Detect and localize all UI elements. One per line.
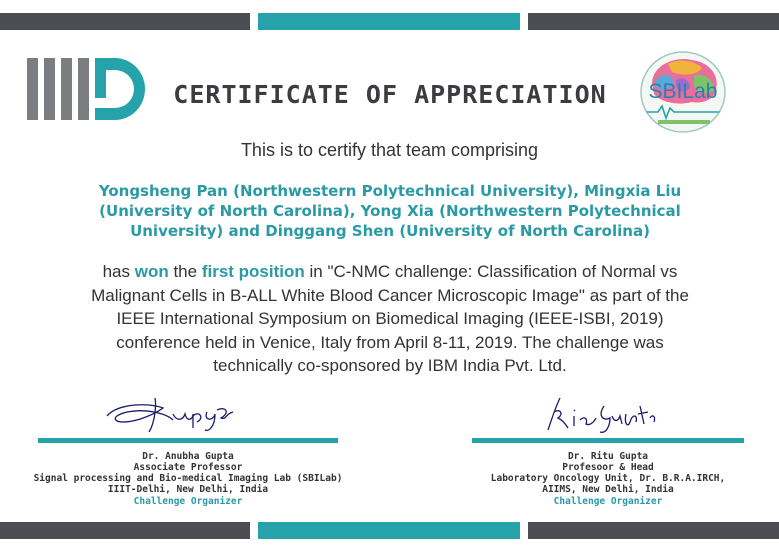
signatory-left-name: Dr. Anubha Gupta [142,451,234,462]
signatory-right-affiliation2: AIIMS, New Delhi, India [542,484,674,495]
signatory-left-affiliation1: Signal processing and Bio-medical Imaging Lab (SBILab) [33,473,343,484]
certify-line: This is to certify that team comprising [240,140,539,160]
signatory-left-title: Associate Professor [133,462,243,473]
certificate-title: CERTIFICATE OF APPRECIATION [173,80,607,109]
sbilab-logo [638,50,728,134]
award-description [85,260,695,378]
signatory-right-role: Challenge Organizer [553,496,663,507]
sbilab-logo-text: SBILab [648,80,718,103]
top-bar-center [258,13,520,30]
body-part3: in "C-NMC challenge: Classification of Normal vs Malignant Cells in B-ALL White Blood Cancer Microscopic Image" as part of the IEEE International Symposium on Biomedical Imaging (IEEE-ISBI, 2019) conference held in Venice, Italy from April 8-11, 2019. The challenge was technically co-sponsored by IBM India Pvt. Ltd. [91,262,689,375]
top-bar-left [0,13,250,30]
top-bar-right [528,13,779,30]
signature-anubha-gupta [97,392,262,438]
signatory-left-affiliation2: IIIT-Delhi, New Delhi, India [107,484,269,495]
position-highlight: first position [201,262,305,281]
body-part1: has [102,262,135,281]
signature-line-right [472,438,744,443]
signatory-left-role: Challenge Organizer [133,496,243,507]
team-members: Yongsheng Pan (Northwestern Polytechnical University), Mingxia Liu (University of North Carolina), Yong Xia (Northwestern Polytechnical University) and Dinggang Shen (University of North Carolina) [98,182,682,240]
iiitd-logo [27,58,145,120]
signatory-left [28,451,348,507]
signatory-right-affiliation1: Laboratory Oncology Unit, Dr. B.R.A.IRCH, [490,473,726,484]
signature-line-left [38,438,338,443]
signatory-right-title: Profesoor & Head [562,462,654,473]
signature-ritu-gupta [540,392,675,438]
signatory-right [468,451,748,507]
bottom-bar-right [528,522,779,539]
signatory-right-name: Dr. Ritu Gupta [567,451,649,462]
won-highlight: won [134,262,169,281]
body-part2: the [168,262,202,281]
bottom-bar-center [258,522,520,539]
bottom-bar-left [0,522,250,539]
